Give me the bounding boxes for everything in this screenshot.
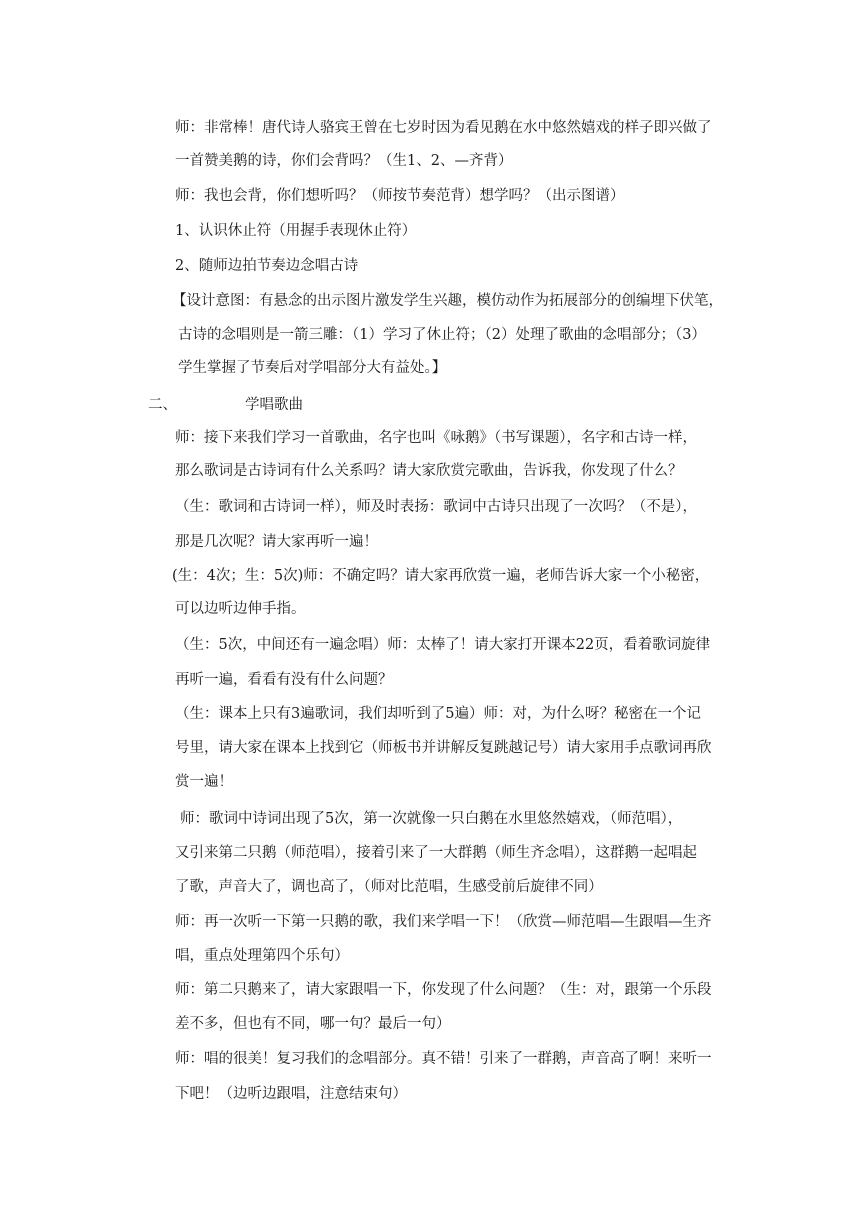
text-line: 2、随师边拍节奏边念唱古诗 <box>175 258 359 274</box>
text-line: 师：第二只鹅来了，请大家跟唱一下，你发现了什么问题？（生：对，跟第一个乐段 <box>175 982 712 998</box>
section-number: 二、 <box>148 397 177 413</box>
section-heading: 学唱歌曲 <box>245 397 303 413</box>
text-line: 再听一遍，看看有没有什么问题？ <box>175 672 393 688</box>
text-line: 差不多，但也有不同，哪一句？最后一句） <box>175 1016 451 1032</box>
text-line: 下吧！（边听边跟唱，注意结束句） <box>175 1086 407 1102</box>
text-line: 师：接下来我们学习一首歌曲，名字也叫《咏鹅》（书写课题），名字和古诗一样， <box>175 430 697 446</box>
design-intent-line: 古诗的念唱则是一箭三雕：（1）学习了休止符；（2）处理了歌曲的念唱部分；（3） <box>178 327 706 343</box>
text-line: 一首赞美鹅的诗，你们会背吗？（生1、2、—齐背） <box>175 153 513 169</box>
text-line: 号里，请大家在课本上找到它（师板书并讲解反复跳越记号）请大家用手点歌词再欣 <box>175 740 712 756</box>
text-line: 1、认识休止符（用握手表现休止符） <box>175 223 417 239</box>
text-line: 了歌，声音大了，调也高了，（师对比范唱，生感受前后旋律不同） <box>175 879 603 895</box>
text-line: 师：唱的很美！复习我们的念唱部分。真不错！引来了一群鹅，声音高了啊！来听一 <box>175 1051 712 1067</box>
text-line: 师：再一次听一下第一只鹅的歌，我们来学唱一下！（欣赏—师范唱—生跟唱—生齐 <box>175 914 712 930</box>
text-line: 可以边听边伸手指。 <box>175 601 306 617</box>
text-line: （生：歌词和古诗词一样），师及时表扬：歌词中古诗只出现了一次吗？（不是）， <box>175 499 697 515</box>
text-line: （生：课本上只有3遍歌词，我们却听到了5遍）师：对，为什么呀？秘密在一个记 <box>175 706 701 722</box>
text-line: 师：歌词中诗词出现了5次，第一次就像一只白鹅在水里悠然嬉戏，（师范唱）， <box>180 811 683 827</box>
text-line: 那是几次呢？请大家再听一遍！ <box>175 534 378 550</box>
design-intent-line: 学生掌握了节奏后对学唱部分大有益处。】 <box>178 360 447 376</box>
text-line: 赏一遍！ <box>175 774 233 790</box>
text-line: 唱，重点处理第四个乐句） <box>175 948 349 964</box>
text-line: 师：非常棒！唐代诗人骆宾王曾在七岁时因为看见鹅在水中悠然嬉戏的样子即兴做了 <box>175 120 712 136</box>
text-line: (生：4次；生：5次)师：不确定吗？请大家再欣赏一遍，老师告诉大家一个小秘密， <box>172 568 710 584</box>
text-line: 又引来第二只鹅（师范唱），接着引来了一大群鹅（师生齐念唱），这群鹅一起唱起 <box>175 845 697 861</box>
text-line: 师：我也会背，你们想听吗？（师按节奏范背）想学吗？（出示图谱） <box>175 188 625 204</box>
design-intent-line: 【设计意图：有悬念的出示图片激发学生兴趣，模仿动作为拓展部分的创编埋下伏笔， <box>172 293 723 309</box>
text-line: （生：5次，中间还有一遍念唱）师：太棒了！请大家打开课本22页，看着歌词旋律 <box>175 637 711 653</box>
text-line: 那么歌词是古诗词有什么关系吗？请大家欣赏完歌曲，告诉我，你发现了什么？ <box>175 463 683 479</box>
